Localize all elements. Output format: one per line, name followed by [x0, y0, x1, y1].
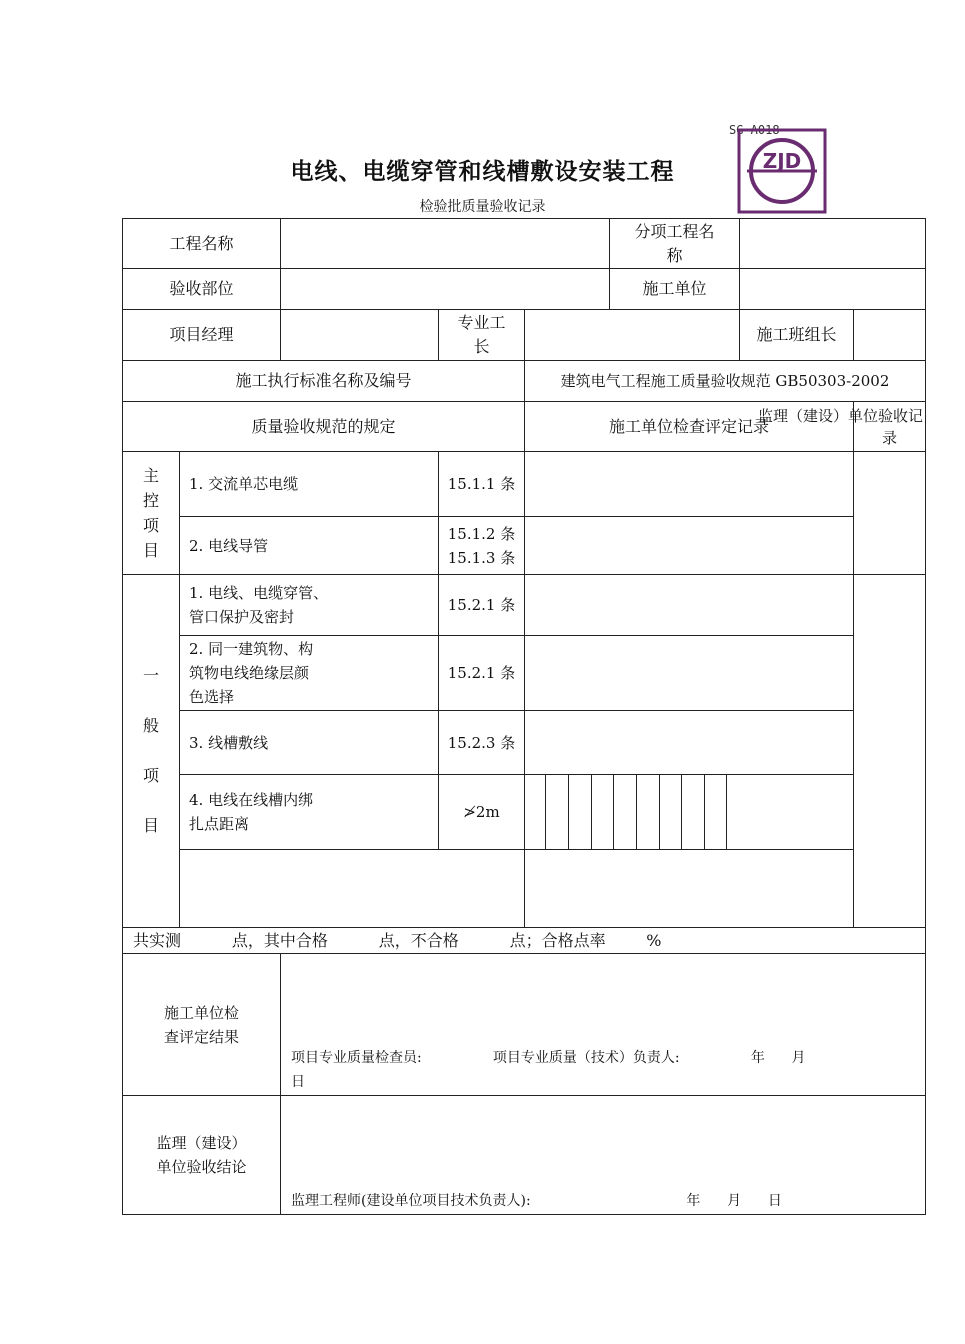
general-item-1-record[interactable]: [525, 575, 854, 636]
measurement-cell[interactable]: [613, 775, 636, 849]
general-item-4: 4. 电线在线槽内绑 扎点距离: [180, 775, 439, 850]
main-item-1-clause: 15.1.1 条: [439, 452, 525, 517]
main-item-2-clause: 15.1.2 条 15.1.3 条: [439, 517, 525, 575]
supervision-result-signature-area: [281, 1096, 926, 1215]
measurement-cell[interactable]: [636, 775, 659, 849]
general-items-group-label: 一 般 项 目: [123, 575, 180, 928]
general-item-1: 1. 电线、电缆穿管、 管口保护及密封: [180, 575, 439, 636]
sub-project-value[interactable]: [740, 219, 926, 269]
check-record-column-header: 施工单位检查评定记录: [525, 402, 854, 452]
general-item-4-clause: ≯2m: [439, 775, 525, 850]
construction-signature-day: 日: [291, 1074, 306, 1090]
general-item-2-clause: 15.2.1 条: [439, 636, 525, 711]
general-item-3-clause: 15.2.3 条: [439, 711, 525, 775]
general-item-1-clause: 15.2.1 条: [439, 575, 525, 636]
general-items-supervision-record[interactable]: [854, 575, 926, 928]
measurement-cell[interactable]: [525, 775, 545, 849]
project-manager-label: 项目经理: [123, 310, 281, 361]
main-item-1-record[interactable]: [525, 452, 854, 517]
construction-signature-line: 项目专业质量检查员: 项目专业质量（技术）负责人: 年 月: [291, 1050, 806, 1066]
supervision-column-header: 监理（建设）单位验收记 录: [854, 402, 926, 452]
construction-result-signature-area: [281, 954, 926, 1096]
main-item-1: 1. 交流单芯电缆: [180, 452, 439, 517]
measurement-cell[interactable]: [568, 775, 591, 849]
measurement-cell[interactable]: [591, 775, 613, 849]
project-manager-value[interactable]: [281, 310, 439, 361]
general-item-2-record[interactable]: [525, 636, 854, 711]
logo-text: ZJD: [762, 149, 802, 173]
general-item-3-record[interactable]: [525, 711, 854, 775]
measurement-cell[interactable]: [704, 775, 726, 849]
construction-result-label: 施工单位检 查评定结果: [123, 954, 281, 1096]
sub-project-label: 分项工程名 称: [610, 219, 740, 269]
project-name-label: 工程名称: [123, 219, 281, 269]
supervision-result-label: 监理（建设） 单位验收结论: [123, 1096, 281, 1215]
main-items-supervision-record[interactable]: [854, 452, 926, 575]
main-item-2: 2. 电线导管: [180, 517, 439, 575]
spec-column-header: 质量验收规范的规定: [123, 402, 525, 452]
general-extra-spec[interactable]: [180, 850, 525, 928]
team-leader-value[interactable]: [854, 310, 926, 361]
measurement-cell[interactable]: [681, 775, 704, 849]
project-name-value[interactable]: [281, 219, 610, 269]
construction-unit-value[interactable]: [740, 269, 926, 310]
page-title: 电线、电缆穿管和线槽敷设安装工程: [290, 159, 675, 185]
measurement-cell[interactable]: [726, 775, 853, 849]
tally-summary: 共实测 点，其中合格 点，不合格 点；合格点率 %: [123, 928, 926, 954]
standard-label: 施工执行标准名称及编号: [123, 361, 525, 402]
main-items-group-label: 主 控 项 目: [123, 452, 180, 575]
team-leader-label: 施工班组长: [740, 310, 854, 361]
acceptance-part-label: 验收部位: [123, 269, 281, 310]
standard-value: 建筑电气工程施工质量验收规范 GB50303-2002: [525, 361, 926, 402]
foreman-label: 专业工 长: [439, 310, 525, 361]
measurement-cell[interactable]: [659, 775, 681, 849]
supervision-signature-line: 监理工程师(建设单位项目技术负责人): 年 月 日: [291, 1193, 782, 1209]
main-item-2-record[interactable]: [525, 517, 854, 575]
document-code: SG-A018: [729, 123, 780, 137]
construction-unit-label: 施工单位: [610, 269, 740, 310]
general-item-4-measurements: [525, 775, 854, 850]
general-extra-record[interactable]: [525, 850, 854, 928]
inspection-record-table: [122, 218, 924, 1216]
measurement-cell[interactable]: [545, 775, 568, 849]
page-subtitle: 检验批质量验收记录: [419, 199, 546, 215]
foreman-value[interactable]: [525, 310, 740, 361]
general-item-3: 3. 线槽敷线: [180, 711, 439, 775]
acceptance-part-value[interactable]: [281, 269, 610, 310]
general-item-2: 2. 同一建筑物、构 筑物电线绝缘层颜 色选择: [180, 636, 439, 711]
